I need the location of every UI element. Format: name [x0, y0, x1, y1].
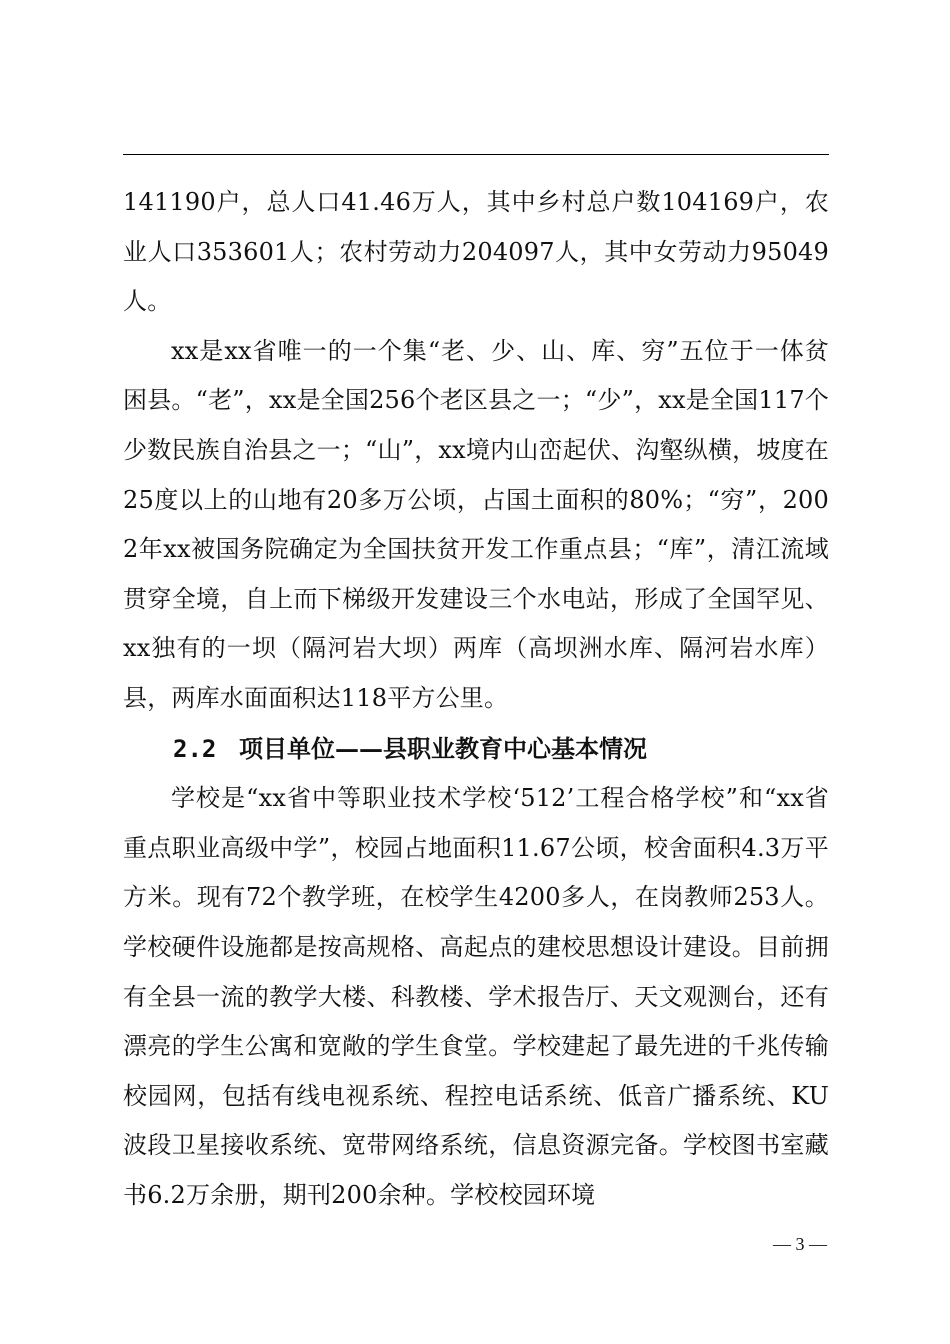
page-number: — 3 —: [773, 1234, 827, 1254]
section-heading: [123, 724, 829, 775]
document-body: [123, 178, 829, 1220]
paragraph-poverty-county: xx是xx省唯一的一个集“老、少、山、库、穷”五位于一体贫困县。“老”，xx是全国256个老区县之一；“少”，xx是全国117个少数民族自治县之一；“山”，xx境内山峦起伏、沟壑纵横，坡度在25度以上的山地有20多万公顷，占国土面积的80%；“穷”，2002年xx被国务院确定为全国扶贫开发工作重点县；“库”，清江流域贯穿全境，自上而下梯级开发建设三个水电站，形成了全国罕见、xx独有的一坝（隔河岩大坝）两库（高坝洲水库、隔河岩水库）县，两库水面面积达118平方公里。: [123, 336, 829, 712]
section-number: 2.2: [173, 734, 217, 763]
paragraph-school-info: 学校是“xx省中等职业技术学校‘512’工程合格学校”和“xx省重点职业高级中学”，校园占地面积11.67公顷，校舍面积4.3万平方米。现有72个教学班，在校学生4200多人，在岗教师253人。学校硬件设施都是按高规格、高起点的建校思想设计建设。目前拥有全县一流的教学大楼、科教楼、学术报告厅、天文观测台，还有漂亮的学生公寓和宽敞的学生食堂。学校建起了最先进的千兆传输校园网，包括有线电视系统、程控电话系统、低音广播系统、KU波段卫星接收系统、宽带网络系统，信息资源完备。学校图书室藏书6.2万余册，期刊200余种。学校校园环境: [123, 784, 829, 1209]
section-title: 项目单位——县职业教育中心基本情况: [239, 733, 647, 763]
header-rule: [123, 154, 829, 155]
paragraph-population: 141190户，总人口41.46万人，其中乡村总户数104169户，农业人口353601人；农村劳动力204097人，其中女劳动力95049人。: [123, 188, 829, 316]
